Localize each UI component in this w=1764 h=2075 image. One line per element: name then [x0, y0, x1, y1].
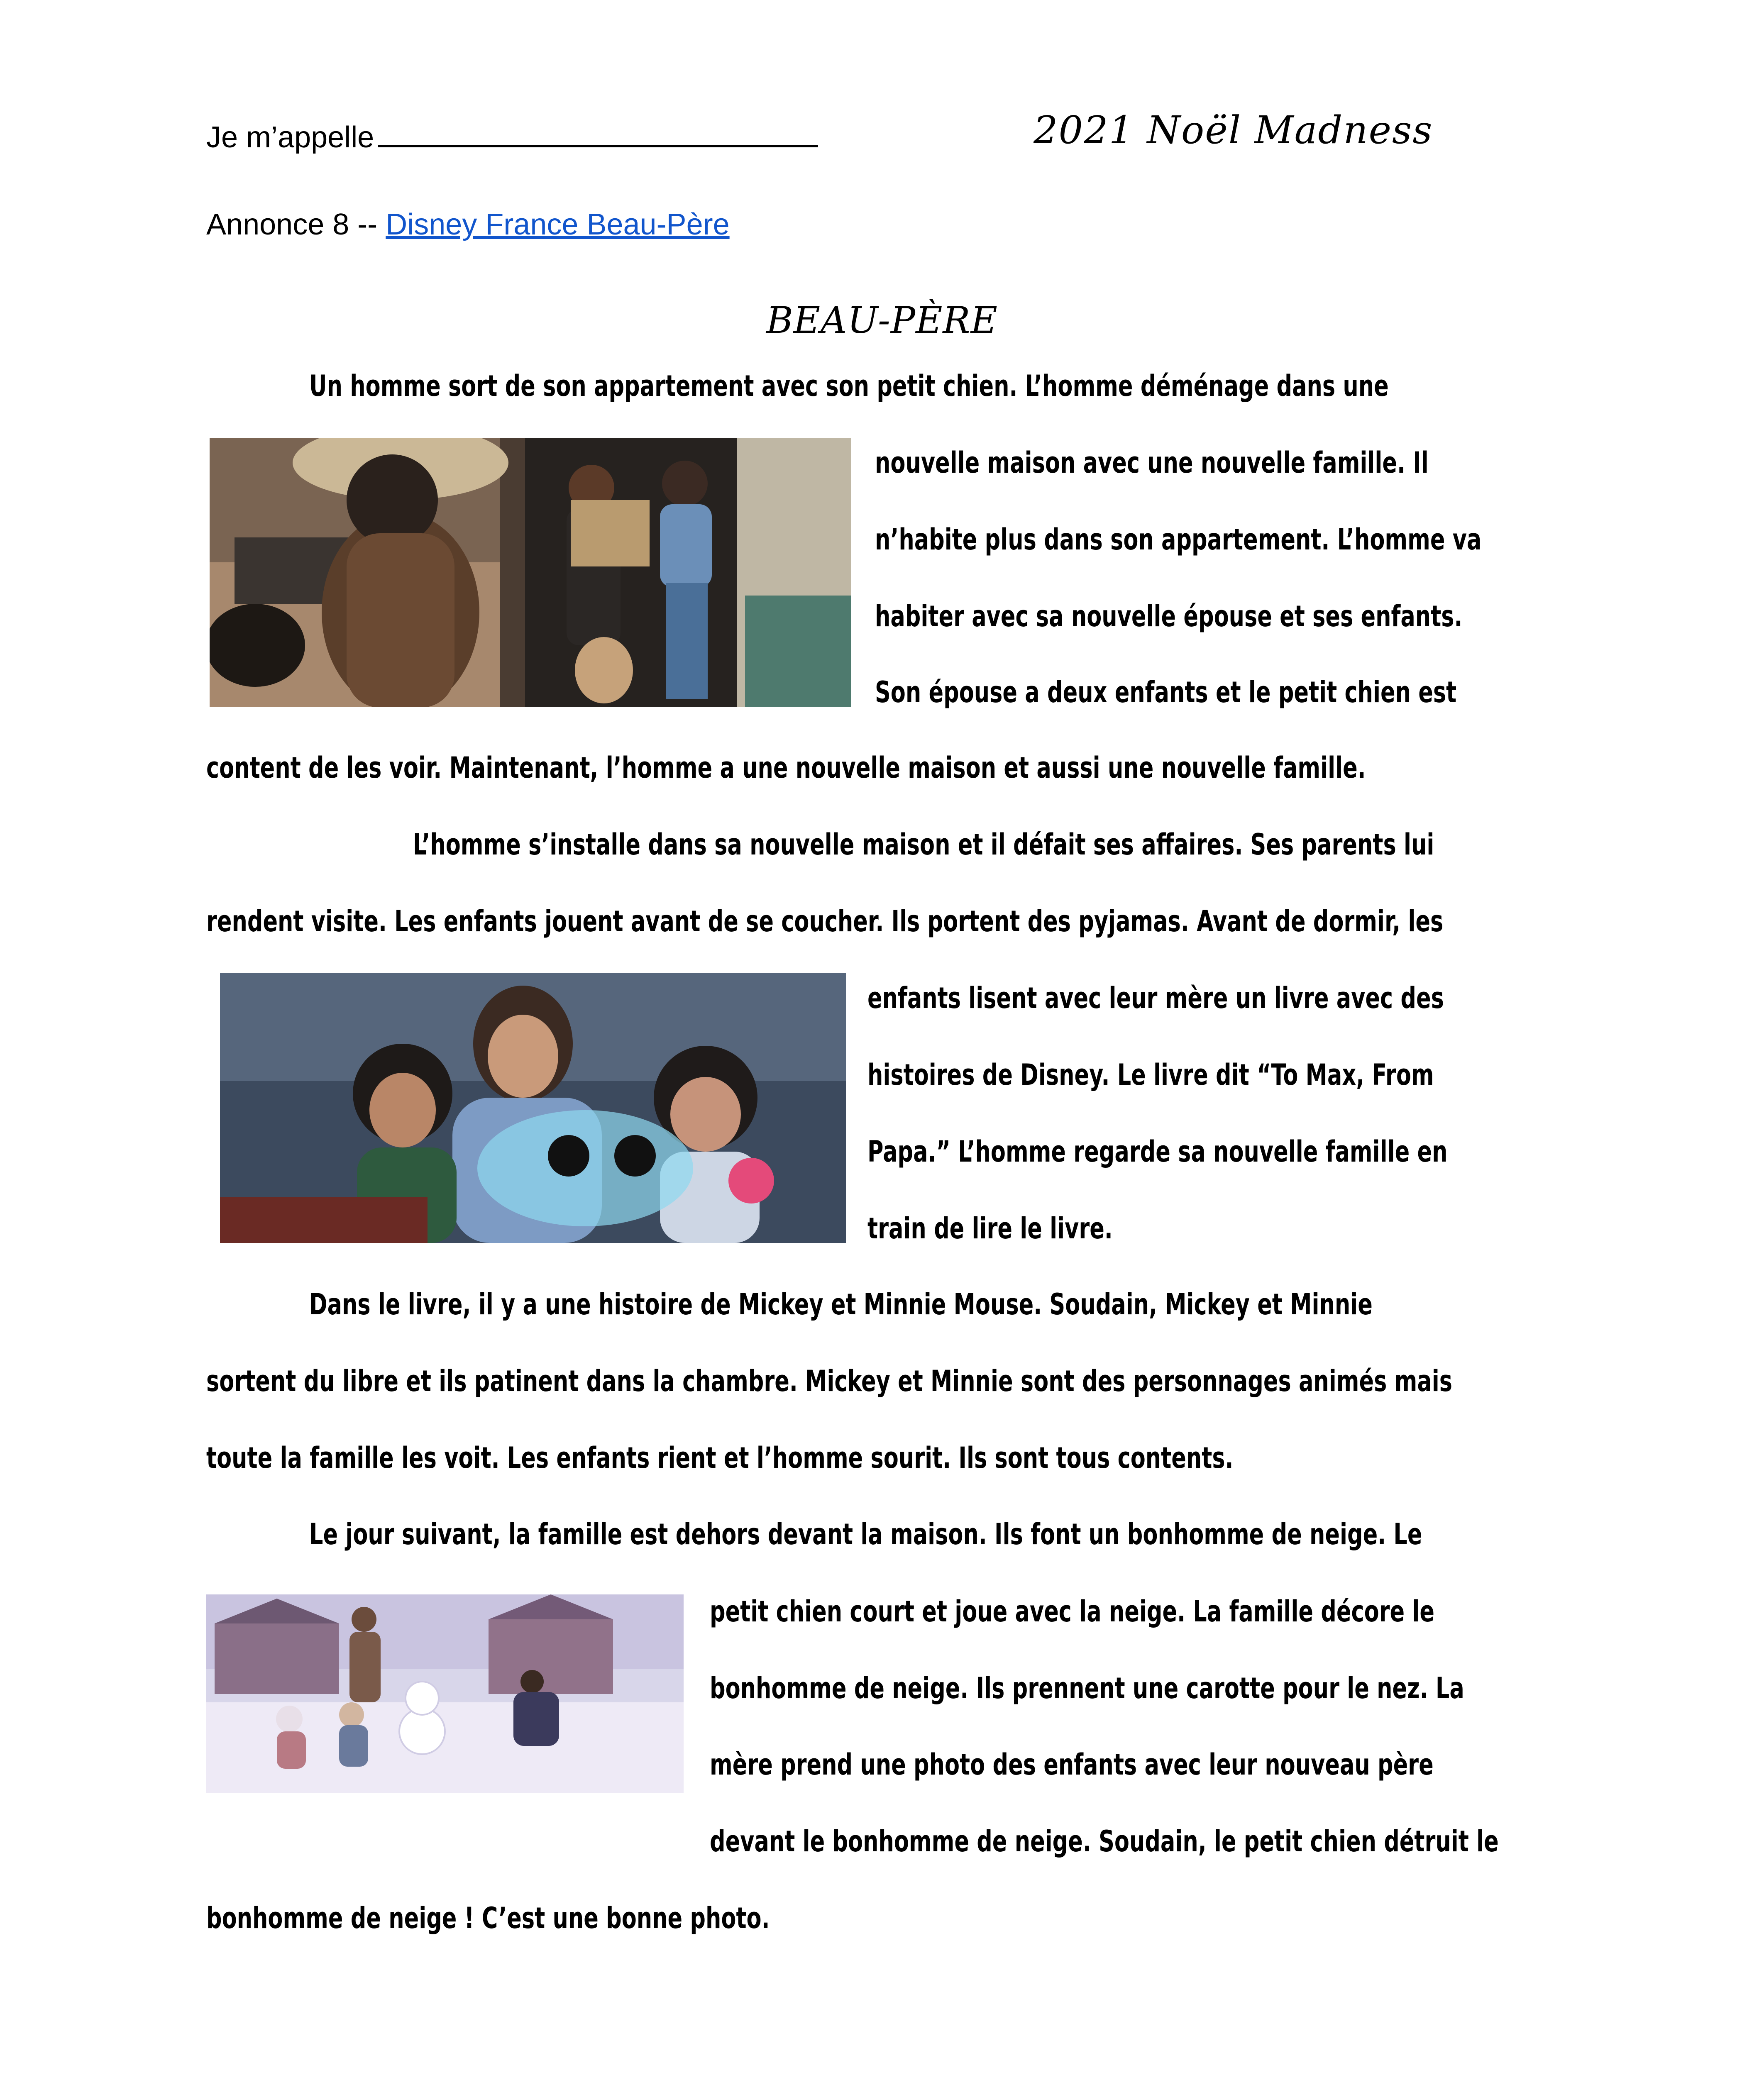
name-label: Je m’appelle: [206, 121, 374, 154]
text-line: bonhomme de neige. Ils prennent une carotte pour le nez. La: [710, 1671, 1464, 1705]
text-line: nouvelle maison avec une nouvelle famille. Il: [875, 446, 1429, 480]
text-line: petit chien court et joue avec la neige. La famille décore le: [710, 1594, 1435, 1628]
brand-title: 2021 Noël Madness: [1033, 108, 1433, 152]
name-blank-field[interactable]: [378, 120, 818, 147]
annonce-prefix: Annonce 8 --: [206, 208, 386, 241]
name-line: [206, 120, 818, 154]
text-line: histoires de Disney. Le livre dit “To Max, From: [867, 1058, 1434, 1092]
scene-image-moving-in: [210, 438, 851, 707]
text-line: rendent visite. Les enfants jouent avant de se coucher. Ils portent des pyjamas. Avant de dormir, les: [206, 904, 1444, 938]
text-line: Un homme sort de son appartement avec son petit chien. L’homme déménage dans une: [309, 369, 1389, 403]
scene-image-snowman: [206, 1594, 684, 1793]
scene-image-reading: [220, 973, 846, 1243]
text-line: sortent du libre et ils patinent dans la chambre. Mickey et Minnie sont des personnages animés mais: [206, 1364, 1453, 1398]
text-line: mère prend une photo des enfants avec leur nouveau père: [710, 1748, 1434, 1782]
document-title: BEAU-PÈRE: [766, 299, 998, 342]
text-line: Dans le livre, il y a une histoire de Mickey et Minnie Mouse. Soudain, Mickey et Minnie: [309, 1287, 1373, 1321]
annonce-link[interactable]: Disney France Beau-Père: [386, 208, 730, 241]
annonce-line: [206, 208, 730, 242]
text-line: bonhomme de neige ! C’est une bonne photo.: [206, 1901, 770, 1935]
text-line: toute la famille les voit. Les enfants rient et l’homme sourit. Ils sont tous contents.: [206, 1441, 1234, 1475]
text-line: habiter avec sa nouvelle épouse et ses enfants.: [875, 599, 1463, 633]
text-line: L’homme s’installe dans sa nouvelle maison et il défait ses affaires. Ses parents lui: [413, 828, 1434, 862]
text-line: enfants lisent avec leur mère un livre avec des: [867, 981, 1444, 1015]
text-line: Papa.” L’homme regarde sa nouvelle famille en: [867, 1135, 1448, 1169]
text-line: devant le bonhomme de neige. Soudain, le petit chien détruit le: [710, 1824, 1499, 1858]
text-line: Son épouse a deux enfants et le petit chien est: [875, 675, 1457, 709]
text-line: Le jour suivant, la famille est dehors devant la maison. Ils font un bonhomme de neige. Le: [309, 1517, 1422, 1551]
text-line: n’habite plus dans son appartement. L’homme va: [875, 522, 1482, 557]
text-line: content de les voir. Maintenant, l’homme a une nouvelle maison et aussi une nouvelle famille.: [206, 751, 1366, 785]
text-line: train de lire le livre.: [867, 1211, 1113, 1245]
